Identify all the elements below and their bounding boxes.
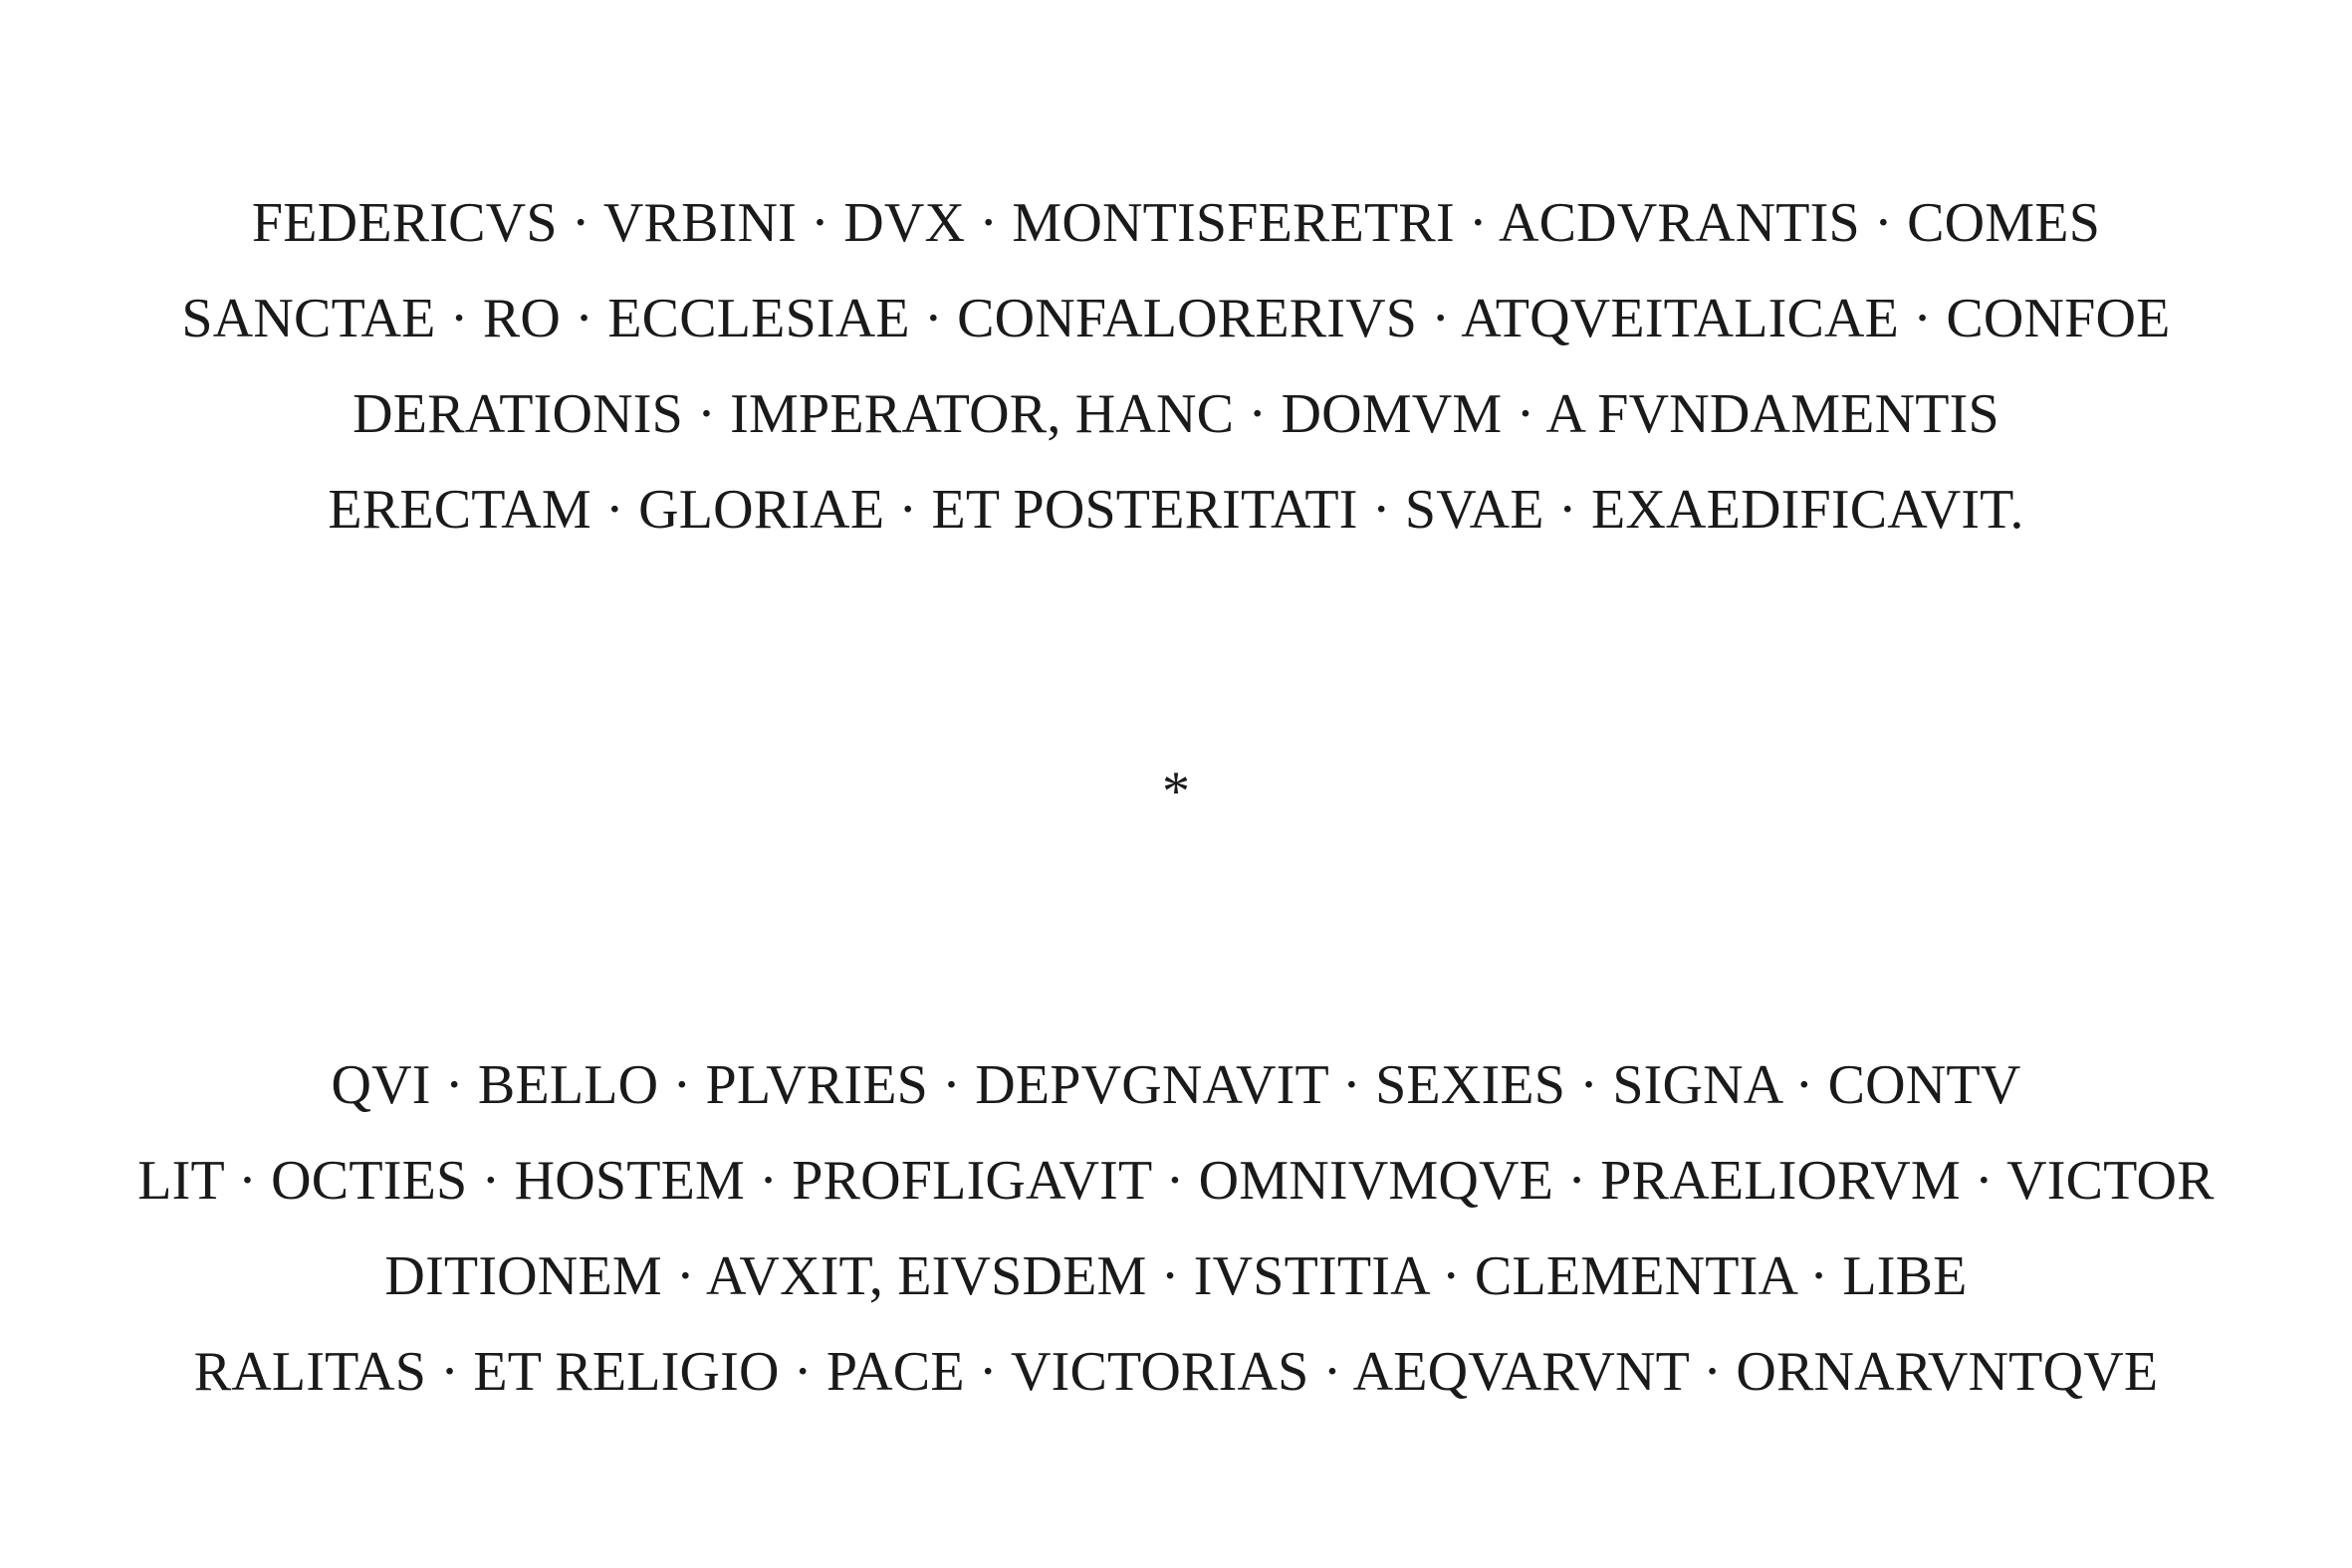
inscription-top-block: [0, 175, 2352, 558]
inscription-bottom-block: [0, 1037, 2352, 1420]
inscription-top-line-1: FEDERICVS · VRBINI · DVX · MONTISFERETRI · ACDVRANTIS · COMES: [251, 192, 2101, 254]
inscription-top-line-2: SANCTAE · RO · ECCLESIAE · CONFALORERIVS · ATQVEITALICAE · CONFOE: [181, 288, 2171, 349]
inscription-bottom-line-4: RALITAS · ET RELIGIO · PACE · VICTORIAS · AEQVARVNT · ORNARVNTQVE: [193, 1341, 2159, 1403]
inscription-bottom-line-3: DITIONEM · AVXIT, EIVSDEM · IVSTITIA · CLEMENTIA · LIBE: [384, 1245, 1968, 1307]
inscription-top-line-3: DERATIONIS · IMPERATOR, HANC · DOMVM · A FVNDAMENTIS: [353, 383, 1999, 445]
asterisk-separator: *: [1162, 761, 1190, 822]
inscription-bottom-line-1: QVI · BELLO · PLVRIES · DEPVGNAVIT · SEXIES · SIGNA · CONTV: [331, 1054, 2021, 1116]
inscription-top-line-4: ERECTAM · GLORIAE · ET POSTERITATI · SVAE · EXAEDIFICAVIT.: [328, 479, 2024, 541]
inscription-bottom-line-2: LIT · OCTIES · HOSTEM · PROFLIGAVIT · OMNIVMQVE · PRAELIORVM · VICTOR: [137, 1150, 2215, 1212]
